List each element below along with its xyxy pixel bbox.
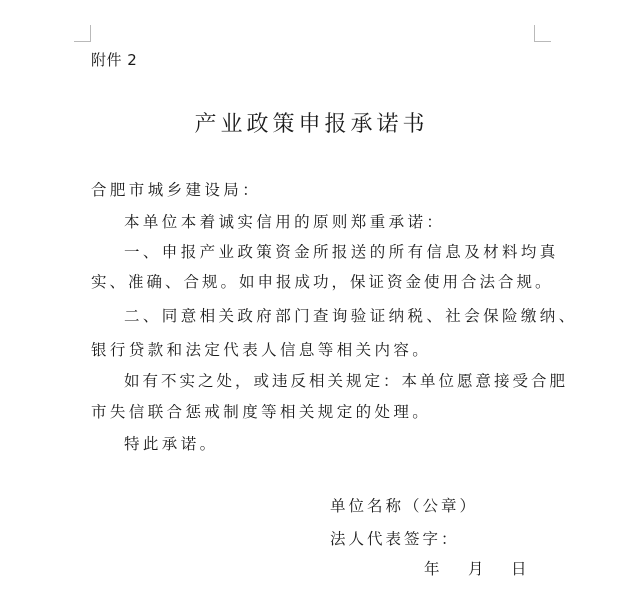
attachment-label: 附件 2 bbox=[91, 51, 138, 69]
intro-paragraph: 本单位本着诚实信用的原则郑重承诺： bbox=[124, 213, 446, 231]
clause-3-line-1: 如有不实之处，或违反相关规定：本单位愿意接受合肥 bbox=[124, 372, 569, 390]
clause-1-line-1: 一、申报产业政策资金所报送的所有信息及材料均真 bbox=[124, 243, 559, 261]
addressee: 合肥市城乡建设局： bbox=[91, 181, 262, 199]
document-title: 产业政策申报承诺书 bbox=[194, 112, 429, 137]
date-month-label: 月 bbox=[468, 560, 484, 578]
date-day-label: 日 bbox=[511, 560, 527, 578]
clause-2-line-2: 银行贷款和法定代表人信息等相关内容。 bbox=[91, 341, 432, 359]
page-corner-mark-left bbox=[74, 25, 91, 42]
date-year-label: 年 bbox=[424, 560, 440, 578]
representative-signature-label: 法人代表签字： bbox=[330, 530, 460, 548]
clause-3-line-2: 市失信联合惩戒制度等相关规定的处理。 bbox=[91, 403, 432, 421]
page-corner-mark-right bbox=[534, 25, 551, 42]
clause-2-line-1: 二、同意相关政府部门查询验证纳税、社会保险缴纳、 bbox=[124, 307, 578, 325]
organization-name-label: 单位名称（公章） bbox=[330, 497, 479, 515]
closing-statement: 特此承诺。 bbox=[124, 435, 219, 453]
clause-1-line-2: 实、准确、合规。如申报成功，保证资金使用合法合规。 bbox=[91, 273, 554, 291]
